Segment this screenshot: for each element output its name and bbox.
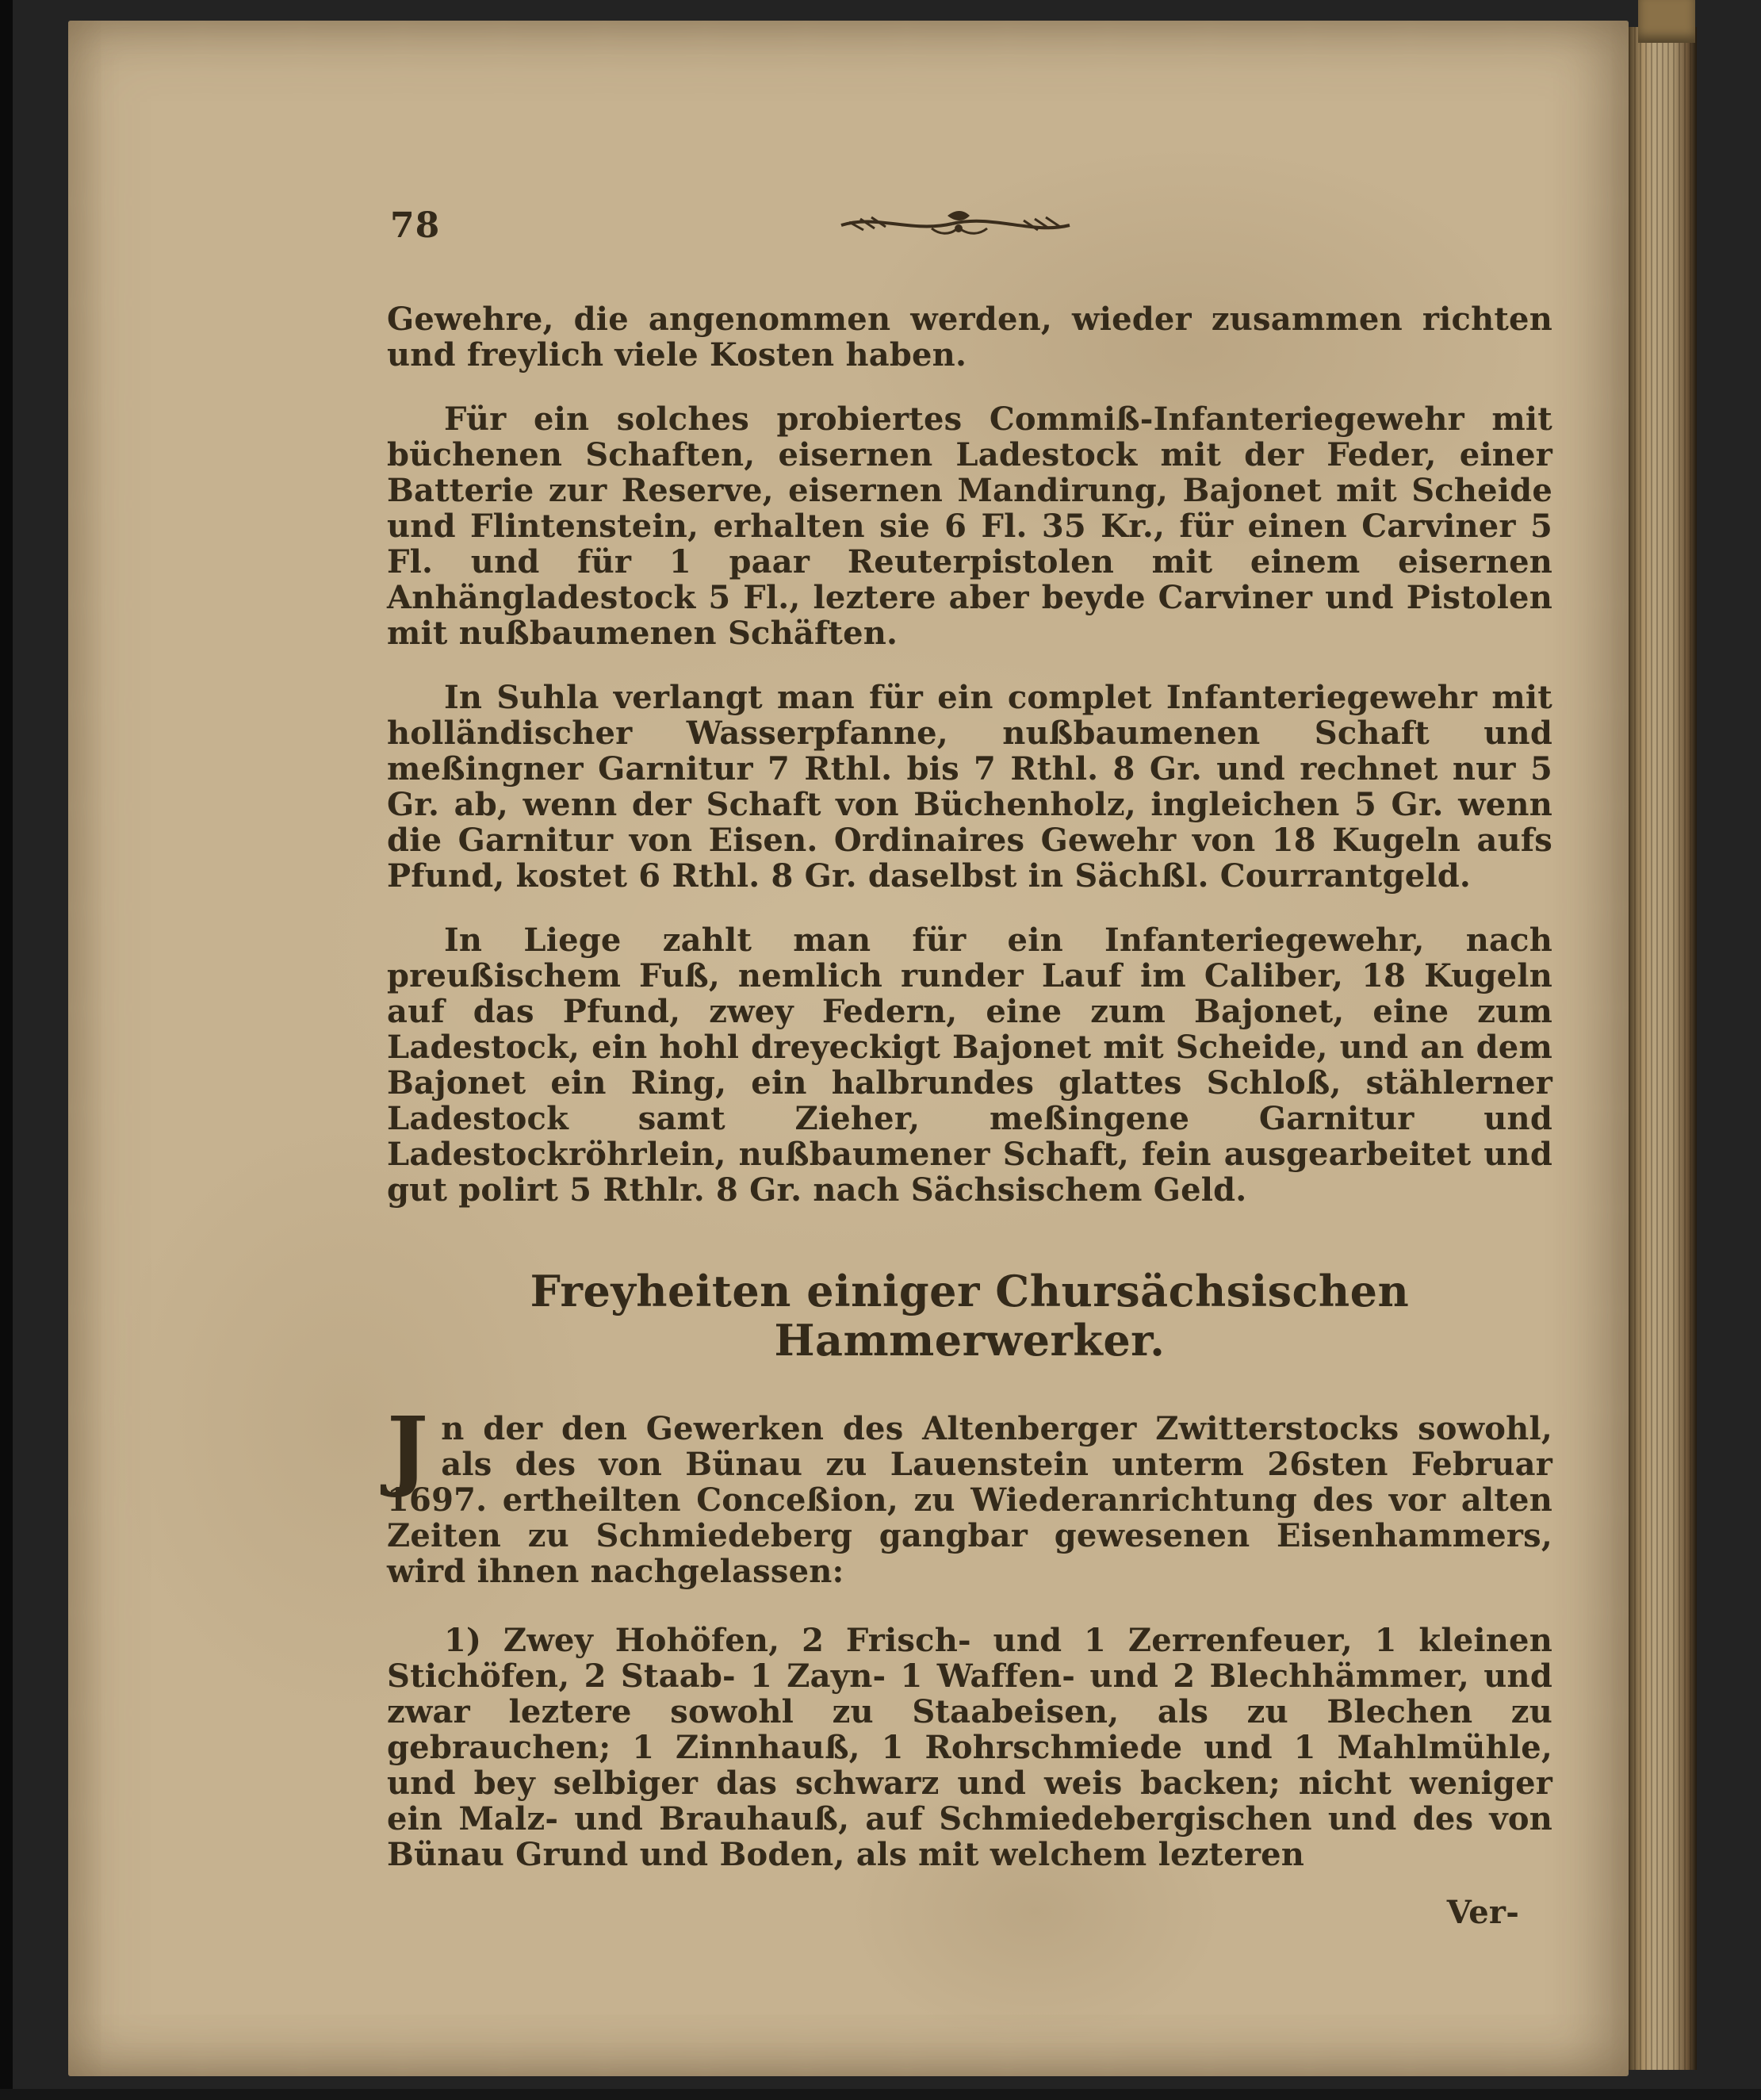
paragraph-concession [387, 1397, 1552, 1590]
paragraph-continuation: Gewehre, die angenommen werden, wieder zusammen richten und freylich viele Kosten haben. [387, 301, 1552, 374]
page-text-block [387, 205, 1552, 1930]
book-fore-edge [1629, 27, 1697, 2070]
page-number: 78 [390, 205, 441, 246]
paragraph-liege: In Liege zahlt man für ein Infanteriegewehr, nach preußischem Fuß, nemlich runder Lauf im Caliber, 18 Kugeln auf das Pfund, zwey Federn, eine zum Bajonet, eine zum Ladestock, ein hohl dreyeckigt Bajonet mit Scheide, und an dem Bajonet ein Ring, ein halbrundes glattes Schloß, stählerner Ladestock samt Zieher, meßingene Garnitur und Ladestockröhrlein, nußbaumener Schaft, fein ausgearbeitet und gut polirt 5 Rthlr. 8 Gr. nach Sächsischem Geld. [387, 922, 1552, 1209]
paragraph-commiss-gewehr: Für ein solches probiertes Commiß-Infanteriegewehr mit büchenen Schaften, eisernen Ladestock mit der Feder, einer Batterie zur Reserve, eisernen Mandirung, Bajonet mit Scheide und Flintenstein, erhalten sie 6 Fl. 35 Kr., für einen Carviner 5 Fl. und für 1 paar Reuterpistolen mit einem eisernen Anhängladestock 5 Fl., leztere aber beyde Carviner und Pistolen mit nußbaumenen Schäften. [387, 400, 1552, 652]
book-page [68, 21, 1629, 2076]
page-header [387, 205, 1552, 255]
section-heading: Freyheiten einiger Chursächsischen Hammerwerker. [530, 1266, 1410, 1366]
dropcap-initial: J [387, 1397, 429, 1500]
binding-tape [1638, 0, 1695, 43]
scan-left-border [0, 0, 13, 2100]
paragraph-concession-text: n der den Gewerken des Altenberger Zwitterstocks sowohl, als des von Bünau zu Lauenstein unterm 26sten Februar 1697. ertheilten Conceßion, zu Wiederanrichtung des vor alten Zeiten zu Schmiedeberg gangbar gewesenen Eisenhammers, wird ihnen nachgelassen: [387, 1410, 1552, 1590]
catchword: Ver- [1446, 1894, 1519, 1931]
paragraph-suhla: In Suhla verlangt man für ein complet Infanteriegewehr mit holländischer Wasserpfanne, nußbaumenen Schaft und meßingner Garnitur 7 Rthl. bis 7 Rthl. 8 Gr. und rechnet nur 5 Gr. ab, wenn der Schaft von Büchenholz, ingleichen 5 Gr. wenn die Garnitur von Eisen. Ordinaires Gewehr von 18 Kugeln aufs Pfund, kostet 6 Rthl. 8 Gr. daselbst in Sächßl. Courrantgeld. [387, 679, 1552, 895]
scan-bottom-border [0, 2089, 1761, 2100]
paragraph-item-1: 1) Zwey Hohöfen, 2 Frisch- und 1 Zerrenfeuer, 1 kleinen Stichöfen, 2 Staab- 1 Zayn- 1 Waffen- und 2 Blechhämmer, und zwar leztere sowohl zu Staabeisen, als zu Blechen zu gebrauchen; 1 Zinnhauß, 1 Rohrschmiede und 1 Mahlmühle, und bey selbiger das schwarz und weis backen; nicht weniger ein Malz- und Brauhauß, auf Schmiedebergischen und des von Bünau Grund und Boden, als mit welchem lezteren [387, 1622, 1552, 1873]
header-ornament-icon [836, 205, 1074, 250]
